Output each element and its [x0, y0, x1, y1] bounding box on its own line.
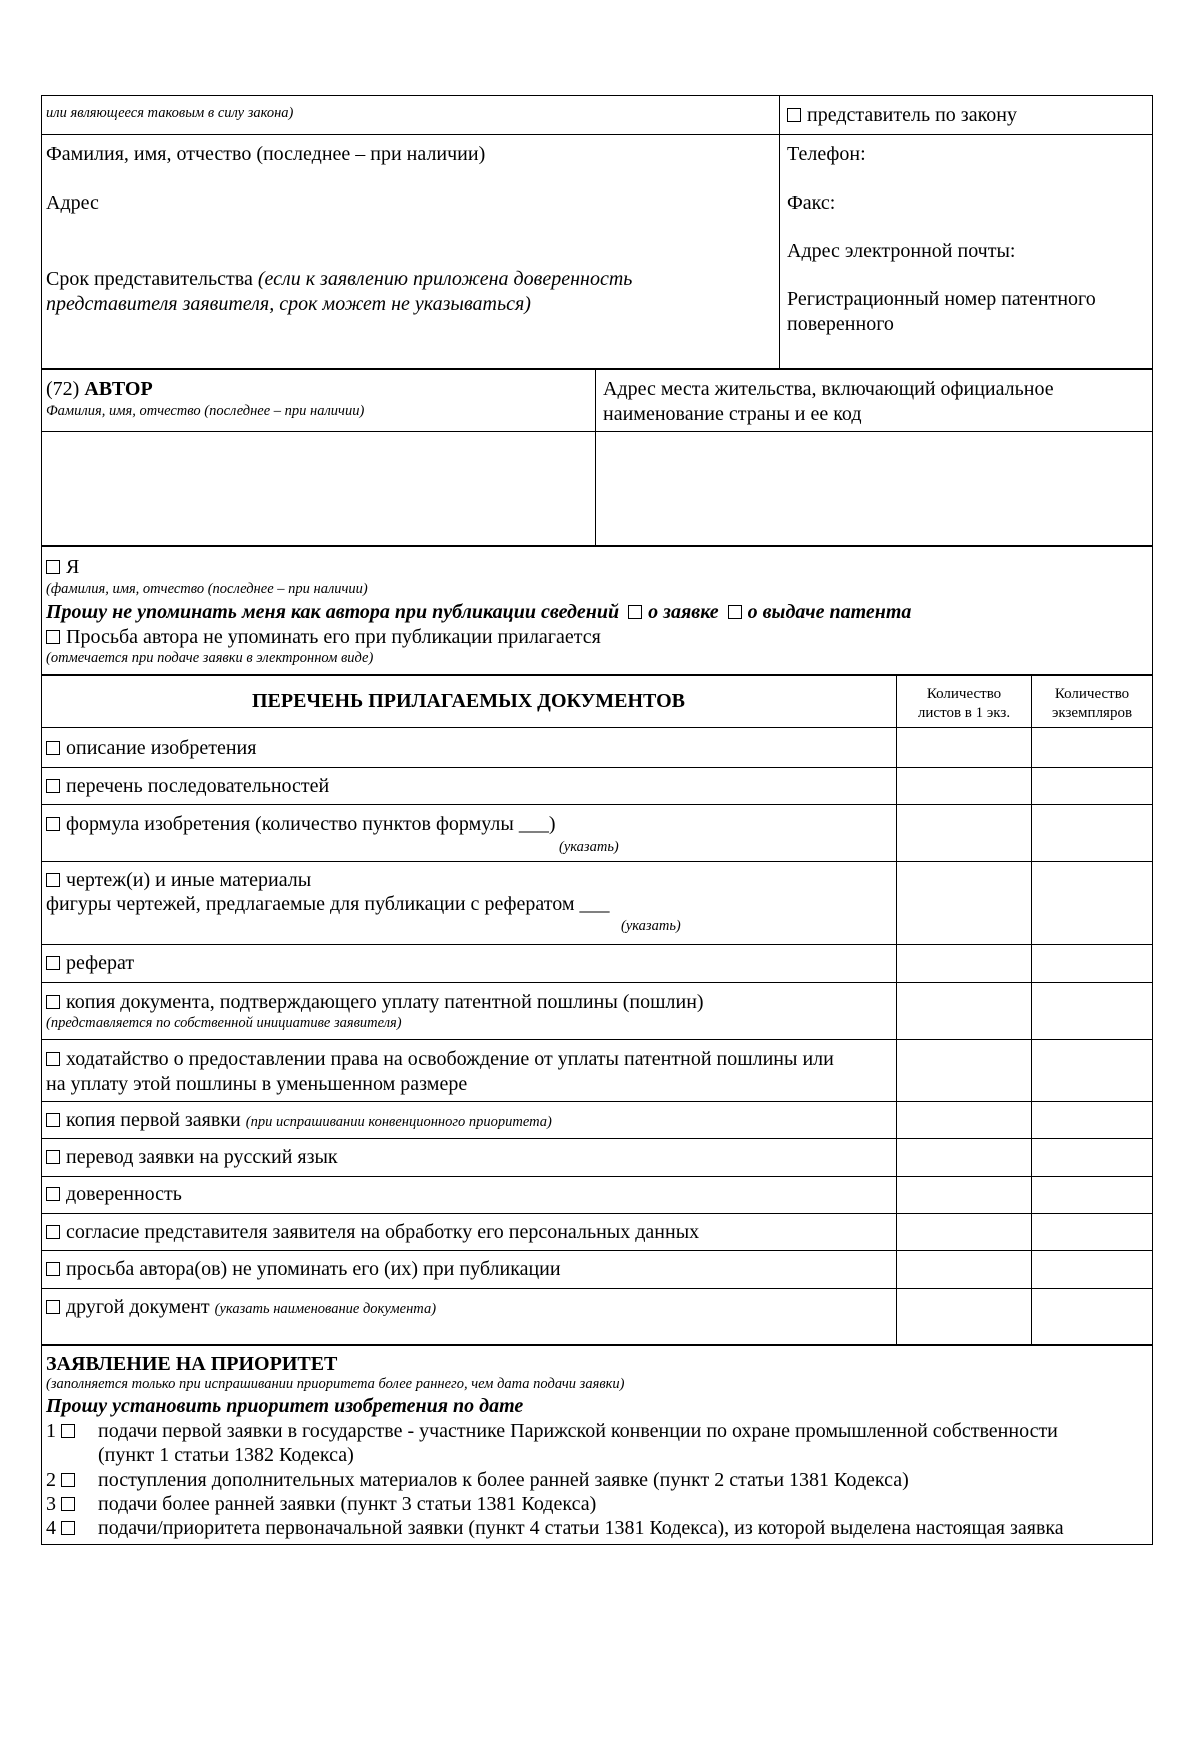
priority-item-1-checkbox[interactable] [61, 1424, 75, 1438]
legal-representative-label: представитель по закону [807, 104, 1017, 126]
no-mention-attached-option[interactable] [46, 625, 601, 649]
doc-translation-checkbox[interactable] [46, 1150, 60, 1164]
author-self-option[interactable] [46, 555, 79, 579]
author-title [46, 377, 153, 401]
no-mention-attached-label: Просьба автора не упоминать его при публикации прилагается [66, 626, 601, 648]
doc-figures-label: фигуры чертежей, предлагаемые для публикации с рефератом ___ [46, 893, 610, 915]
doc-description-option[interactable] [46, 736, 256, 760]
priority-title: ЗАЯВЛЕНИЕ НА ПРИОРИТЕТ [46, 1353, 338, 1375]
sheets-column-header: Количество листов в 1 экз. [917, 686, 1011, 721]
priority-item-1-label: подачи первой заявки в государстве - участнике Парижской конвенции по охране промышленной собственности [98, 1420, 1058, 1442]
doc-sequences-checkbox[interactable] [46, 779, 60, 793]
author-fio-hint: (фамилия, имя, отчество (последнее – при наличии) [46, 581, 368, 597]
author-name-field[interactable] [43, 433, 593, 544]
row-divider [41, 767, 1153, 768]
doc-consent-option[interactable] [46, 1220, 699, 1244]
doc-fee-copy-option[interactable] [46, 990, 704, 1014]
doc-fee-copy-checkbox[interactable] [46, 995, 60, 1009]
priority-item-1-label-2: (пункт 1 статьи 1382 Кодекса) [98, 1444, 354, 1466]
doc-sequences-option[interactable] [46, 774, 329, 798]
legal-representative-option[interactable] [787, 103, 1017, 127]
row-divider [41, 944, 1153, 945]
row-divider [41, 1288, 1153, 1289]
doc-description-checkbox[interactable] [46, 741, 60, 755]
legal-representative-checkbox[interactable] [787, 108, 801, 122]
row-divider [41, 1250, 1153, 1251]
doc-fee-copy-label: копия документа, подтверждающего уплату патентной пошлины (пошлин) [66, 991, 704, 1013]
doc-other-checkbox[interactable] [46, 1300, 60, 1314]
author-heading: АВТОР [84, 378, 153, 400]
doc-other-option[interactable] [46, 1295, 436, 1319]
priority-item-4-checkbox[interactable] [61, 1521, 75, 1535]
email-label: Адрес электронной почты: [787, 240, 1016, 262]
doc-exemption-checkbox[interactable] [46, 1052, 60, 1066]
doc-claims-option[interactable] [46, 812, 555, 836]
doc-poa-checkbox[interactable] [46, 1187, 60, 1201]
priority-item-3[interactable] [46, 1492, 81, 1516]
priority-item-2[interactable] [46, 1468, 81, 1492]
doc-consent-checkbox[interactable] [46, 1225, 60, 1239]
doc-poa-label: доверенность [66, 1183, 182, 1205]
doc-description-label: описание изобретения [66, 737, 257, 759]
representative-term-note-2: представителя заявителя, срок может не указываться) [46, 293, 531, 315]
priority-item-4-label: подачи/приоритета первоначальной заявки (пункт 4 статьи 1381 Кодекса), из которой выделена настоящая заявка [98, 1517, 1064, 1539]
doc-author-request-checkbox[interactable] [46, 1262, 60, 1276]
author-address-label-2: наименование страны и ее код [603, 403, 862, 425]
phone-label: Телефон: [787, 143, 866, 165]
no-mention-attached-note: (отмечается при подаче заявки в электронном виде) [46, 650, 374, 666]
row-divider [41, 727, 1153, 728]
author-name-hint: Фамилия, имя, отчество (последнее – при наличии) [46, 403, 365, 419]
priority-note: (заполняется только при испрашивании приоритета более раннего, чем дата подачи заявки) [46, 1376, 625, 1392]
doc-exemption-option[interactable] [46, 1047, 834, 1071]
doc-exemption-label: ходатайство о предоставлении права на освобождение от уплаты патентной пошлины или [66, 1048, 834, 1070]
divider [41, 431, 1153, 432]
doc-claims-checkbox[interactable] [46, 817, 60, 831]
divider [41, 134, 1153, 135]
no-mention-attached-checkbox[interactable] [46, 630, 60, 644]
doc-first-app-label: копия первой заявки [66, 1109, 241, 1131]
representative-term-note: (если к заявлению приложена доверенность [257, 268, 633, 290]
priority-request: Прошу установить приоритет изобретения по дате [46, 1395, 524, 1417]
divider [779, 95, 780, 369]
doc-claims-hint: (указать) [559, 839, 619, 855]
no-mention-application-label: о заявке [648, 601, 719, 623]
priority-item-2-label: поступления дополнительных материалов к более ранней заявке (пункт 2 статьи 1381 Кодекса) [98, 1469, 909, 1491]
fax-label: Факс: [787, 192, 836, 214]
doc-drawings-label: чертеж(и) и иные материалы [66, 869, 312, 891]
priority-item-3-label: подачи более ранней заявки (пункт 3 статьи 1381 Кодекса) [98, 1493, 597, 1515]
doc-abstract-checkbox[interactable] [46, 956, 60, 970]
representative-section [41, 95, 1153, 369]
doc-drawings-option[interactable] [46, 868, 311, 892]
no-mention-patent-label: о выдаче патента [747, 601, 912, 623]
doc-consent-label: согласие представителя заявителя на обработку его персональных данных [66, 1221, 700, 1243]
priority-item-1-number: 1 [46, 1420, 56, 1442]
representative-address-label: Адрес [46, 192, 99, 214]
representative-term-label: Срок представительства [46, 268, 253, 290]
doc-fee-copy-note: (представляется по собственной инициативе заявителя) [46, 1015, 402, 1031]
documents-header: ПЕРЕЧЕНЬ ПРИЛАГАЕМЫХ ДОКУМЕНТОВ [251, 690, 686, 712]
row-divider [41, 1213, 1153, 1214]
row-divider [41, 861, 1153, 862]
column-divider [1031, 675, 1032, 1345]
author-address-label: Адрес места жительства, включающий официальное [603, 378, 1054, 400]
priority-item-2-checkbox[interactable] [61, 1473, 75, 1487]
doc-other-label: другой документ [66, 1296, 210, 1318]
author-code: (72) [46, 378, 80, 400]
doc-first-app-checkbox[interactable] [46, 1113, 60, 1127]
priority-item-4[interactable] [46, 1516, 81, 1540]
doc-author-request-option[interactable] [46, 1257, 561, 1281]
priority-item-1[interactable] [46, 1419, 81, 1443]
doc-abstract-label: реферат [66, 952, 135, 974]
author-self-checkbox[interactable] [46, 560, 60, 574]
representative-term [46, 267, 632, 291]
doc-first-app-note: (при испрашивании конвенционного приоритета) [245, 1114, 552, 1130]
no-mention-request-text: Прошу не упоминать меня как автора при публикации сведений [46, 601, 620, 623]
doc-drawings-checkbox[interactable] [46, 873, 60, 887]
divider [595, 369, 596, 546]
doc-exemption-label-2: на уплату этой пошлины в уменьшенном размере [46, 1073, 468, 1095]
patent-attorney-reg-label-2: поверенного [787, 313, 894, 335]
doc-first-app-option[interactable] [46, 1108, 552, 1132]
no-mention-patent-checkbox[interactable] [728, 605, 742, 619]
doc-poa-option[interactable] [46, 1182, 182, 1206]
priority-item-4-number: 4 [46, 1517, 56, 1539]
doc-translation-label: перевод заявки на русский язык [66, 1146, 338, 1168]
patent-attorney-reg-label: Регистрационный номер патентного [787, 288, 1096, 310]
representative-name-label: Фамилия, имя, отчество (последнее – при наличии) [46, 143, 486, 165]
doc-claims-label: формула изобретения (количество пунктов формулы ___) [66, 813, 556, 835]
column-divider [896, 675, 897, 1345]
row-divider [41, 1138, 1153, 1139]
priority-item-2-number: 2 [46, 1469, 56, 1491]
row-divider [41, 982, 1153, 983]
doc-translation-option[interactable] [46, 1145, 338, 1169]
row-divider [41, 1101, 1153, 1102]
no-mention-request [46, 600, 911, 624]
priority-item-3-number: 3 [46, 1493, 56, 1515]
doc-author-request-label: просьба автора(ов) не упоминать его (их) при публикации [66, 1258, 561, 1280]
author-address-field[interactable] [598, 433, 1151, 544]
priority-item-3-checkbox[interactable] [61, 1497, 75, 1511]
row-divider [41, 1176, 1153, 1177]
copies-column-header: Количество экземпляров [1051, 686, 1133, 721]
row-divider [41, 1039, 1153, 1040]
author-self-label: Я [66, 556, 80, 578]
doc-abstract-option[interactable] [46, 951, 134, 975]
doc-other-note: (указать наименование документа) [214, 1301, 437, 1317]
doc-figures-hint: (указать) [621, 918, 681, 934]
representative-top-note: или являющееся таковым в силу закона) [46, 105, 294, 121]
row-divider [41, 804, 1153, 805]
no-mention-application-checkbox[interactable] [628, 605, 642, 619]
doc-sequences-label: перечень последовательностей [66, 775, 330, 797]
